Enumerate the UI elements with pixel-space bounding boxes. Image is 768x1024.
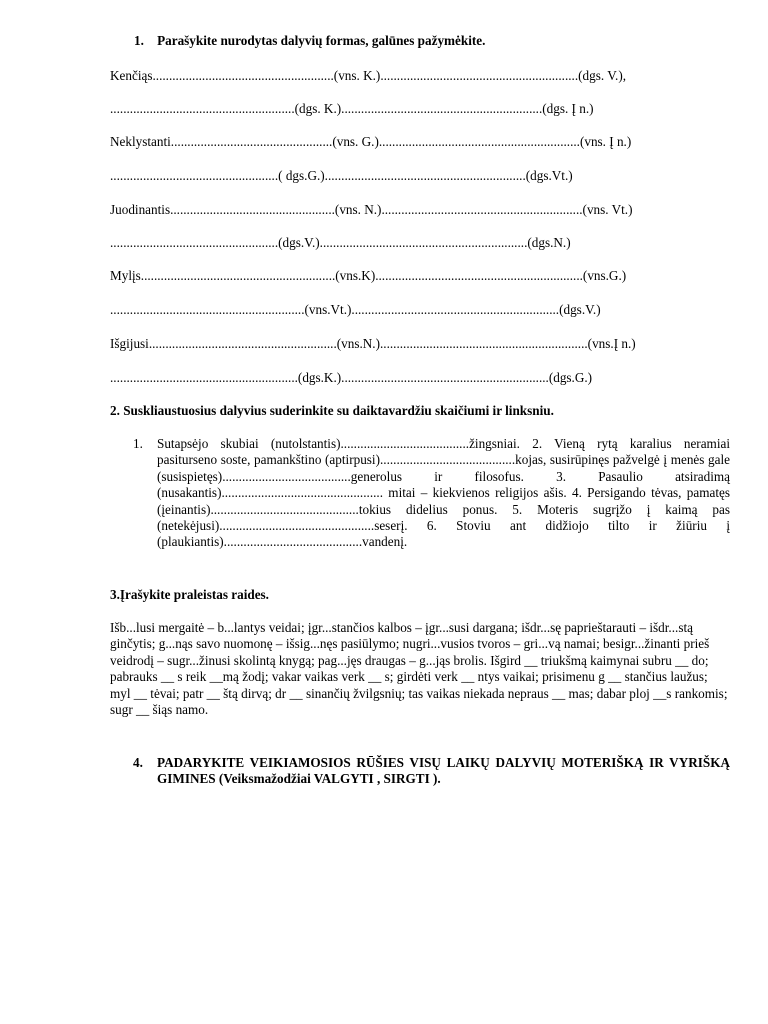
task1-line-6: ...................................................(dgs.V.)...............................................................(dgs.N.)	[110, 235, 571, 250]
task3-title: 3.Įrašykite praleistas raides.	[110, 587, 269, 602]
task2-number: 1.	[133, 436, 143, 451]
task1-title: 1. Parašykite nurodytas dalyvių formas, galūnes pažymėkite.	[134, 33, 486, 48]
task1-line-5: Juodinantis..................................................(vns. N.).............................................................(vns. Vt.)	[110, 202, 633, 217]
task1-line-2: ........................................................(dgs. K.).............................................................(dgs. Į n.)	[110, 101, 594, 116]
task4-number: 4.	[133, 755, 143, 770]
task4-paragraph: PADARYKITE VEIKIAMOSIOS RŪŠIES VISŲ LAIKŲ DALYVIŲ MOTERIŠKĄ IR VYRIŠKĄ GIMINES (Veiksmažodžiai VALGYTI , SIRGTI ).	[157, 755, 730, 787]
task1-line-4: ...................................................( dgs.G.).............................................................(dgs.Vt.)	[110, 168, 573, 183]
task1-line-9: Išgijusi.........................................................(vns.N.)...............................................................(vns.Į n.)	[110, 336, 636, 351]
task2-paragraph: Sutapsėjo skubiai (nutolstantis).......................................žingsniai. 2. Vieną rytą karalius neramiai pasiturseno soste, pamankštino (aptirpusi).........................................kojas, susirūpinęs pažvelgė į menės gale (susispietęs).......................................generolus ir filosofus. 3. Pasaulio atsiradimą (nusakantis)................................................. mitai – kiekvienos religijos ašis. 4. Persigando tėvas, pamatęs (įeinantis).............................................tokius didelius ponus. 5. Moteris sugrįžo į kaimą pas (netekėjusi)...............................................seserį. 6. Stoviu ant didžiojo tilto ir žiūriu į (plaukiantis)..........................................vandenį.	[157, 436, 730, 550]
task1-line-3: Neklystanti.................................................(vns. G.).............................................................(vns. Į n.)	[110, 134, 632, 149]
task2-title: 2. Suskliaustuosius dalyvius suderinkite su daiktavardžiu skaičiumi ir linksniu.	[110, 403, 554, 418]
task1-line-1: Kenčiąs.......................................................(vns. K.)............................................................(dgs. V.),	[110, 68, 627, 83]
task1-line-7: Mylįs...........................................................(vns.K)...............................................................(vns.G.)	[110, 268, 627, 283]
task3-paragraph: Išb...lusi mergaitė – b...lantys veidai; įgr...stančios kalbos – įgr...susi dargana; išdr...sę paprieštarauti – išdr...stą ginčytis; g...nąs savo nuomonę – išsig...nęs pasiūlymo; nugri...vusios tvoros – gri...vą namai; besigr...žinanti prieš veidrodį – sugr...žinusi skolintą knygą; pag...jęs draugas – g...jąs brolis. Išgird __ triukšmą kaimynai subru __ do; pabrauks __ s reik __mą žodį; vakar vaikas verk __ s; girdėti verk __ ntys vaikai; prisimenu g __ stančius laužus; myl __ tėvai; patr __ štą dirvą; dr __ sinančių žvilgsnių; tas vaikas niekada nepraus __ mas; dabar ploj __s rankomis; sugr __ šiąs namo.	[110, 620, 728, 718]
task1-line-8: ...........................................................(vns.Vt.)...............................................................(dgs.V.)	[110, 302, 601, 317]
task1-line-10: .........................................................(dgs.K.)...............................................................(dgs.G.)	[110, 370, 593, 385]
